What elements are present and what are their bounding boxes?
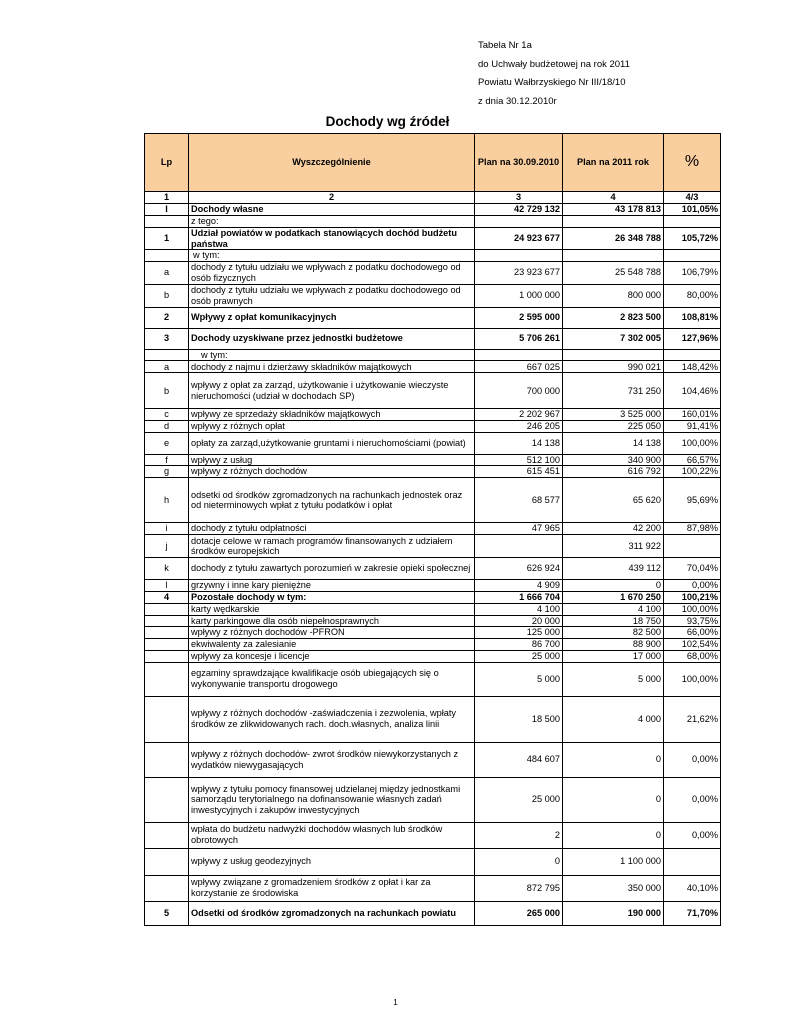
row-lp [145, 615, 189, 627]
row-percent: 66,00% [664, 627, 721, 639]
row-percent: 100,00% [664, 662, 721, 696]
row-percent: 160,01% [664, 409, 721, 421]
row-percent: 105,72% [664, 228, 721, 250]
row-plan-2011: 88 900 [563, 638, 664, 650]
row-description: dochody z tytułu udziału we wpływach z podatku dochodowego od osób prawnych [189, 284, 475, 307]
row-plan-2010: 1 000 000 [475, 284, 563, 307]
row-plan-2010: 2 202 967 [475, 409, 563, 421]
row-description: wpłata do budżetu nadwyżki dochodów własnych lub środków obrotowych [189, 822, 475, 848]
row-lp: h [145, 478, 189, 523]
row-lp [145, 603, 189, 615]
column-number: 3 [475, 192, 563, 204]
row-plan-2010: 246 205 [475, 420, 563, 432]
col-header-description: Wyszczególnienie [189, 134, 475, 192]
table-row [145, 592, 721, 604]
col-header-percent: % [664, 134, 721, 192]
table-header-row [145, 134, 721, 192]
table-row [145, 361, 721, 373]
row-plan-2011: 65 620 [563, 478, 664, 523]
table-row [145, 523, 721, 535]
row-plan-2010: 86 700 [475, 638, 563, 650]
table-row [145, 454, 721, 466]
row-description: karty parkingowe dla osób niepełnosprawnych [189, 615, 475, 627]
table-row [145, 558, 721, 580]
row-percent: 104,46% [664, 373, 721, 409]
row-plan-2010: 20 000 [475, 615, 563, 627]
row-percent: 148,42% [664, 361, 721, 373]
row-percent: 71,70% [664, 901, 721, 925]
table-row [145, 373, 721, 409]
row-lp [145, 822, 189, 848]
row-plan-2011: 800 000 [563, 284, 664, 307]
row-percent: 0,00% [664, 742, 721, 777]
row-plan-2010: 615 451 [475, 466, 563, 478]
row-lp [145, 638, 189, 650]
table-row [145, 662, 721, 696]
row-plan-2011: 43 178 813 [563, 204, 664, 216]
row-plan-2010: 872 795 [475, 875, 563, 901]
table-row [145, 432, 721, 454]
row-plan-2010: 667 025 [475, 361, 563, 373]
row-plan-2010: 42 729 132 [475, 204, 563, 216]
col-header-plan-2010: Plan na 30.09.2010 [475, 134, 563, 192]
row-plan-2011: 42 200 [563, 523, 664, 535]
row-description: odsetki od środków zgromadzonych na rachunkach jednostek oraz od nieterminowych wpłat z tytułu podatków i opłat [189, 478, 475, 523]
row-description: wpływy z opłat za zarząd, użytkowanie i użytkowanie wieczyste nieruchomości (udział w dochodach SP) [189, 373, 475, 409]
row-percent: 40,10% [664, 875, 721, 901]
table-row [145, 216, 721, 228]
table-row [145, 261, 721, 284]
row-lp: a [145, 261, 189, 284]
row-plan-2010: 23 923 677 [475, 261, 563, 284]
row-lp: g [145, 466, 189, 478]
row-lp: 4 [145, 592, 189, 604]
table-row [145, 848, 721, 875]
row-plan-2010: 4 100 [475, 603, 563, 615]
table-row [145, 307, 721, 328]
row-plan-2011: 311 922 [563, 535, 664, 558]
row-percent [664, 216, 721, 228]
table-row [145, 875, 721, 901]
row-plan-2011: 4 100 [563, 603, 664, 615]
row-plan-2011: 0 [563, 777, 664, 822]
page-title-wrapper [0, 114, 791, 129]
row-percent: 80,00% [664, 284, 721, 307]
row-lp: c [145, 409, 189, 421]
table-row [145, 228, 721, 250]
row-plan-2011 [563, 216, 664, 228]
row-plan-2011: 7 302 005 [563, 328, 664, 349]
page-title: Dochody wg źródeł [325, 114, 450, 129]
row-lp: k [145, 558, 189, 580]
row-plan-2010: 125 000 [475, 627, 563, 639]
row-percent: 87,98% [664, 523, 721, 535]
row-plan-2011: 25 548 788 [563, 261, 664, 284]
row-plan-2011: 616 792 [563, 466, 664, 478]
row-description: wpływy ze sprzedaży składników majątkowych [189, 409, 475, 421]
row-percent: 101,05% [664, 204, 721, 216]
row-description: dochody z tytułu odpłatności [189, 523, 475, 535]
row-description: dochody z tytułu udziału we wpływach z podatku dochodowego od osób fizycznych [189, 261, 475, 284]
row-description: Dochody własne [189, 204, 475, 216]
row-lp: l [145, 580, 189, 592]
table-row [145, 615, 721, 627]
row-plan-2011 [563, 349, 664, 361]
row-lp: 3 [145, 328, 189, 349]
row-plan-2010: 1 666 704 [475, 592, 563, 604]
row-plan-2011: 0 [563, 742, 664, 777]
table-row [145, 696, 721, 742]
row-lp [145, 349, 189, 361]
row-plan-2010: 2 595 000 [475, 307, 563, 328]
row-plan-2011: 225 050 [563, 420, 664, 432]
row-plan-2011: 439 112 [563, 558, 664, 580]
row-percent: 91,41% [664, 420, 721, 432]
row-description: wpływy z różnych dochodów- zwrot środków niewykorzystanych z wydatków niewygasających [189, 742, 475, 777]
row-plan-2010: 25 000 [475, 777, 563, 822]
row-percent: 127,96% [664, 328, 721, 349]
row-description: ekwiwalenty za zalesianie [189, 638, 475, 650]
table-row [145, 822, 721, 848]
row-lp: f [145, 454, 189, 466]
row-lp: a [145, 361, 189, 373]
row-plan-2010: 14 138 [475, 432, 563, 454]
row-percent: 95,69% [664, 478, 721, 523]
table-row [145, 466, 721, 478]
row-percent: 21,62% [664, 696, 721, 742]
row-plan-2011: 731 250 [563, 373, 664, 409]
row-plan-2011: 5 000 [563, 662, 664, 696]
row-description: wpływy z różnych dochodów [189, 466, 475, 478]
row-lp [145, 777, 189, 822]
row-plan-2010: 5 706 261 [475, 328, 563, 349]
row-plan-2011: 0 [563, 822, 664, 848]
table-row [145, 284, 721, 307]
row-description: z tego: [189, 216, 475, 228]
row-plan-2011: 4 000 [563, 696, 664, 742]
row-lp [145, 627, 189, 639]
row-description: dochody z tytułu zawartych porozumień w zakresie opieki społecznej [189, 558, 475, 580]
row-description: egzaminy sprawdzające kwalifikacje osób ubiegających się o wykonywanie transportu drogowego [189, 662, 475, 696]
row-description: Odsetki od środków zgromadzonych na rachunkach powiatu [189, 901, 475, 925]
row-plan-2011: 350 000 [563, 875, 664, 901]
row-lp [145, 875, 189, 901]
row-description: wpływy z tytułu pomocy finansowej udzielanej między jednostkami samorządu terytorialnego na dofinansowanie własnych zadań inwestycyjnych i zakupów inwestycyjnych [189, 777, 475, 822]
row-plan-2010: 5 000 [475, 662, 563, 696]
row-percent: 0,00% [664, 822, 721, 848]
row-lp: I [145, 204, 189, 216]
row-percent: 70,04% [664, 558, 721, 580]
income-table [144, 133, 721, 926]
row-percent: 68,00% [664, 650, 721, 662]
row-plan-2010 [475, 535, 563, 558]
col-header-plan-2011: Plan na 2011 rok [563, 134, 664, 192]
table-row [145, 901, 721, 925]
table-row [145, 349, 721, 361]
table-row [145, 250, 721, 262]
row-plan-2010: 2 [475, 822, 563, 848]
resolution-header [478, 37, 630, 111]
row-percent: 100,21% [664, 592, 721, 604]
row-plan-2010: 265 000 [475, 901, 563, 925]
table-row [145, 409, 721, 421]
resolution-reference: do Uchwały budżetowej na rok 2011 [478, 58, 630, 70]
row-description: Pozostałe dochody w tym: [189, 592, 475, 604]
table-row [145, 204, 721, 216]
row-plan-2010: 25 000 [475, 650, 563, 662]
row-plan-2011 [563, 250, 664, 262]
row-percent: 0,00% [664, 777, 721, 822]
row-description: Udział powiatów w podatkach stanowiących dochód budżetu państwa [189, 228, 475, 250]
row-lp: i [145, 523, 189, 535]
row-lp [145, 216, 189, 228]
row-percent: 66,57% [664, 454, 721, 466]
row-plan-2011: 990 021 [563, 361, 664, 373]
table-number: Tabela Nr 1a [478, 40, 532, 51]
row-plan-2010 [475, 216, 563, 228]
row-plan-2011: 3 525 000 [563, 409, 664, 421]
row-percent [664, 349, 721, 361]
row-plan-2011: 14 138 [563, 432, 664, 454]
row-plan-2011: 17 000 [563, 650, 664, 662]
row-lp [145, 662, 189, 696]
row-plan-2010: 24 923 677 [475, 228, 563, 250]
row-plan-2010 [475, 349, 563, 361]
column-number: 1 [145, 192, 189, 204]
row-description: karty wędkarskie [189, 603, 475, 615]
column-number: 4/3 [664, 192, 721, 204]
row-lp: 2 [145, 307, 189, 328]
table-row [145, 420, 721, 432]
column-number-row [145, 192, 721, 204]
row-plan-2010: 47 965 [475, 523, 563, 535]
table-row [145, 627, 721, 639]
row-plan-2010: 0 [475, 848, 563, 875]
table-row [145, 650, 721, 662]
row-plan-2011: 190 000 [563, 901, 664, 925]
table-row [145, 580, 721, 592]
row-plan-2010 [475, 250, 563, 262]
row-description: wpływy związane z gromadzeniem środków z opłat i kar za korzystanie ze środowiska [189, 875, 475, 901]
row-percent: 102,54% [664, 638, 721, 650]
page-number: 1 [393, 998, 398, 1007]
row-plan-2011: 26 348 788 [563, 228, 664, 250]
row-lp: b [145, 373, 189, 409]
row-description: dochody z najmu i dzierżawy składników majątkowych [189, 361, 475, 373]
row-lp [145, 696, 189, 742]
row-lp [145, 250, 189, 262]
row-description: wpływy z różnych opłat [189, 420, 475, 432]
row-description: Wpływy z opłat komunikacyjnych [189, 307, 475, 328]
row-description: w tym: [189, 250, 475, 262]
row-lp: b [145, 284, 189, 307]
row-description: wpływy z różnych dochodów -PFRON [189, 627, 475, 639]
row-percent: 108,81% [664, 307, 721, 328]
column-number: 4 [563, 192, 664, 204]
row-percent [664, 848, 721, 875]
row-description: wpływy z różnych dochodów -zaświadczenia i zezwolenia, wpłaty środków ze zlikwidowanych rach. doch.własnych, analiza linii [189, 696, 475, 742]
resolution-date: z dnia 30.12.2010r [478, 95, 557, 107]
table-row [145, 535, 721, 558]
row-description: wpływy z usług [189, 454, 475, 466]
row-description: opłaty za zarząd,użytkowanie gruntami i nieruchomościami (powiat) [189, 432, 475, 454]
row-percent: 100,22% [664, 466, 721, 478]
table-row [145, 478, 721, 523]
row-plan-2010: 626 924 [475, 558, 563, 580]
row-plan-2010: 18 500 [475, 696, 563, 742]
row-description: wpływy za koncesje i licencje [189, 650, 475, 662]
row-plan-2010: 512 100 [475, 454, 563, 466]
table-row [145, 638, 721, 650]
row-plan-2011: 2 823 500 [563, 307, 664, 328]
row-percent: 100,00% [664, 432, 721, 454]
row-description: grzywny i inne kary pieniężne [189, 580, 475, 592]
row-plan-2010: 68 577 [475, 478, 563, 523]
table-row [145, 603, 721, 615]
row-plan-2011: 18 750 [563, 615, 664, 627]
row-plan-2011: 0 [563, 580, 664, 592]
row-description: w tym: [189, 349, 475, 361]
row-plan-2010: 484 607 [475, 742, 563, 777]
row-description: Dochody uzyskiwane przez jednostki budżetowe [189, 328, 475, 349]
row-percent: 106,79% [664, 261, 721, 284]
col-header-lp: Lp [145, 134, 189, 192]
row-lp: j [145, 535, 189, 558]
row-plan-2011: 82 500 [563, 627, 664, 639]
row-percent: 100,00% [664, 603, 721, 615]
row-lp: 1 [145, 228, 189, 250]
row-lp [145, 742, 189, 777]
row-description: dotacje celowe w ramach programów finansowanych z udziałem środków europejskich [189, 535, 475, 558]
row-description: wpływy z usług geodezyjnych [189, 848, 475, 875]
table-row [145, 328, 721, 349]
row-lp: 5 [145, 901, 189, 925]
table-row [145, 742, 721, 777]
column-number: 2 [189, 192, 475, 204]
row-plan-2011: 1 100 000 [563, 848, 664, 875]
row-percent: 0,00% [664, 580, 721, 592]
row-percent [664, 250, 721, 262]
row-percent [664, 535, 721, 558]
row-lp: e [145, 432, 189, 454]
row-lp: d [145, 420, 189, 432]
row-lp [145, 848, 189, 875]
row-plan-2010: 4 909 [475, 580, 563, 592]
row-plan-2011: 340 900 [563, 454, 664, 466]
table-row [145, 777, 721, 822]
row-lp [145, 650, 189, 662]
row-plan-2011: 1 670 250 [563, 592, 664, 604]
row-percent: 93,75% [664, 615, 721, 627]
row-plan-2010: 700 000 [475, 373, 563, 409]
resolution-number: Powiatu Wałbrzyskiego Nr III/18/10 [478, 77, 626, 88]
